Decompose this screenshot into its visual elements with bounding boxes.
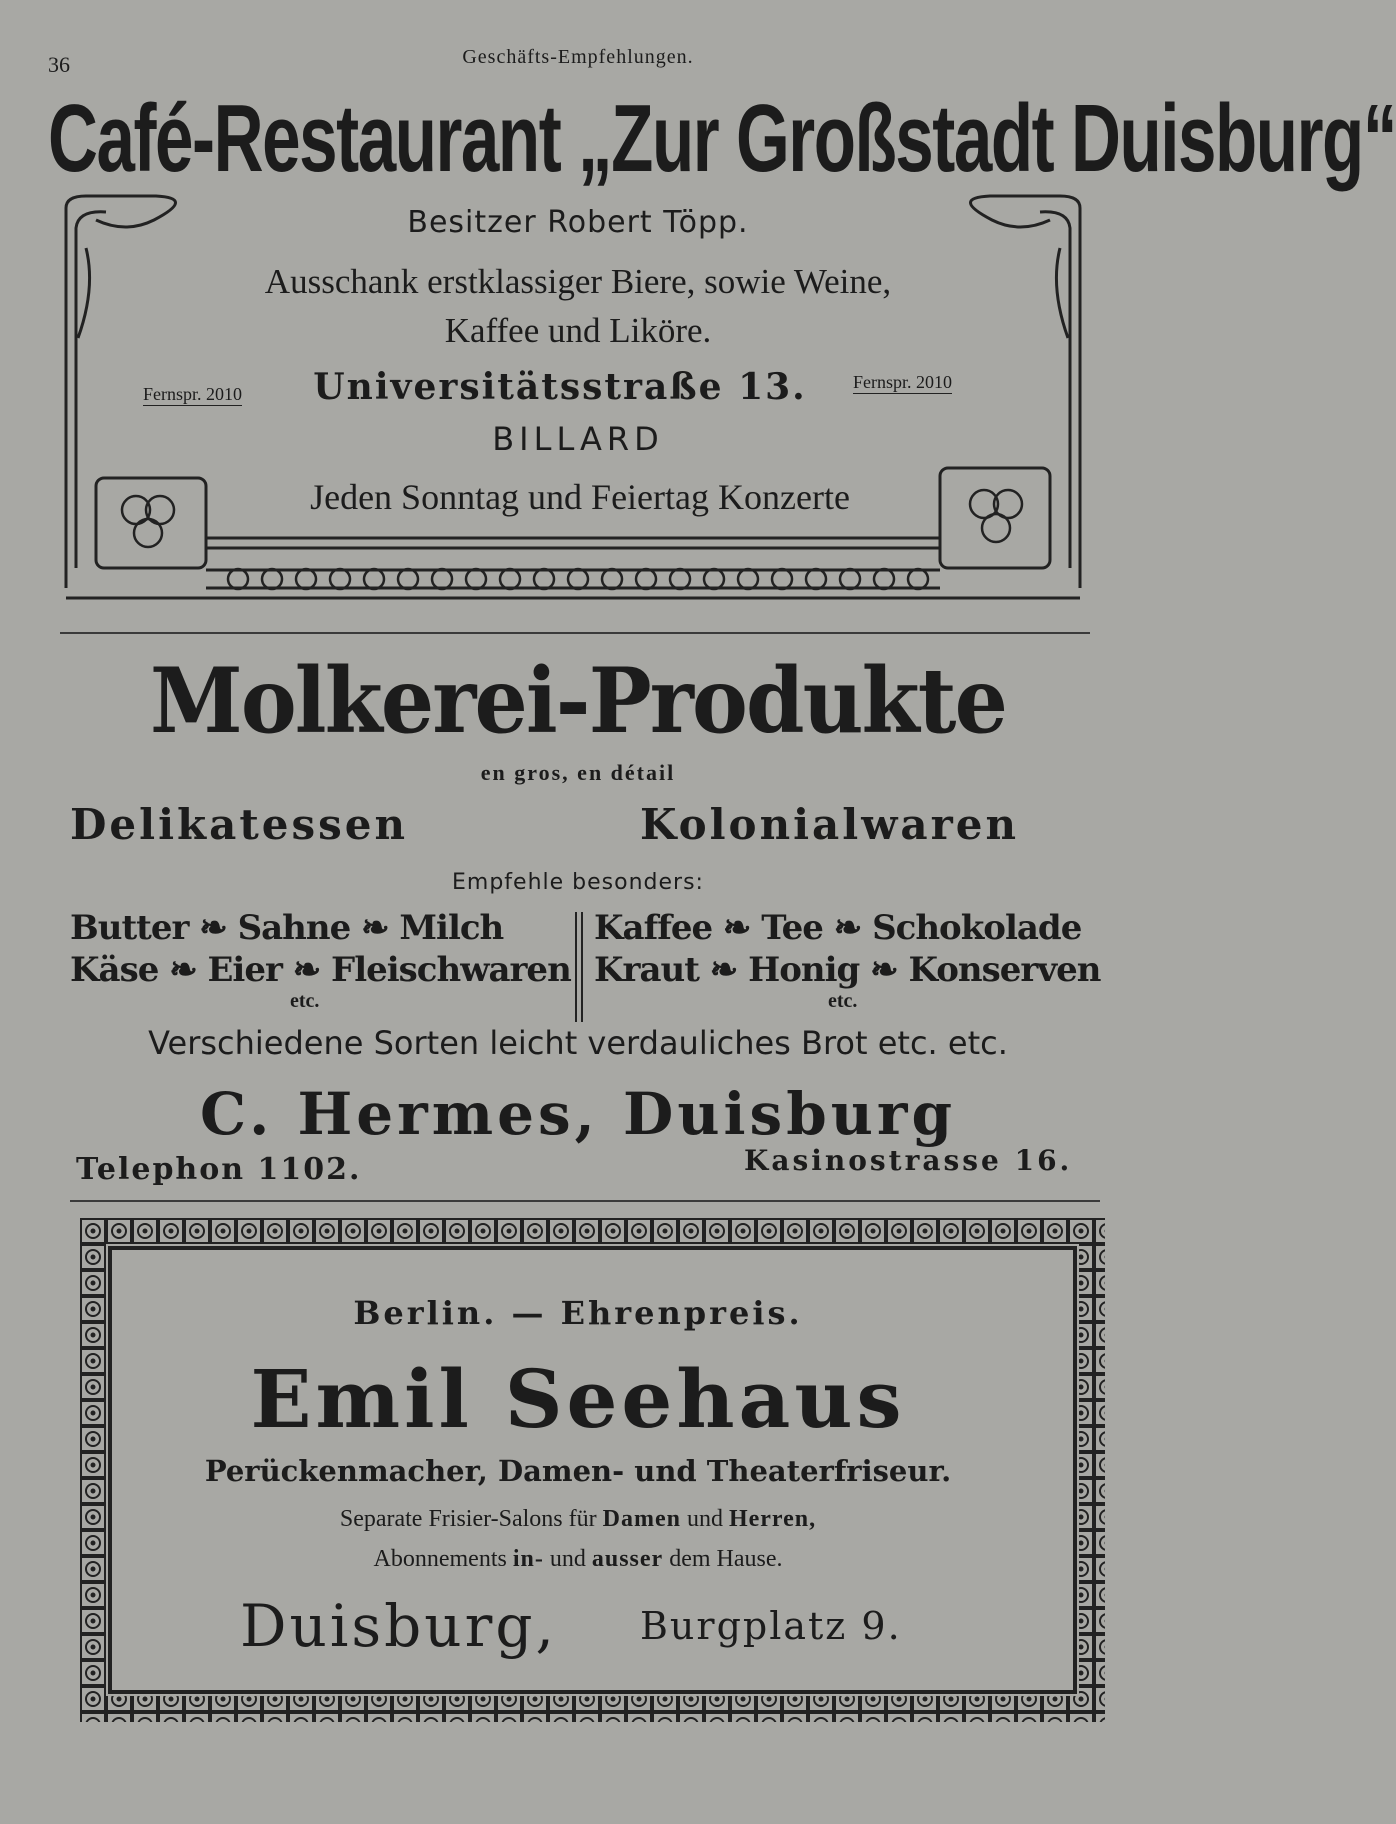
abon-post: dem Hause. [669,1546,783,1572]
etc-right: etc. [828,990,858,1012]
column-separator [575,912,577,1022]
divider-1 [60,632,1090,634]
products-right-1: Kaffee ❧ Tee ❧ Schokolade [594,908,1082,948]
telephone: Telephon 1102. [76,1152,362,1187]
city-name: Duisburg, [240,1592,557,1660]
products-right-2: Kraut ❧ Honig ❧ Konserven [594,950,1101,990]
abon-in: in- [512,1546,544,1572]
bread-line: Verschiedene Sorten leicht verdauliches Brot etc. etc. [148,1024,1008,1062]
salons-damen: Damen [602,1506,681,1532]
salons-und: und [686,1506,723,1532]
salons-herren: Herren, [728,1506,817,1532]
abon-und: und [549,1546,586,1572]
offer-line-2: Kaffee und Liköre. [444,311,712,350]
salons-text: Separate Frisier-Salons für [339,1506,597,1532]
billard-label: BILLARD [492,420,664,458]
etc-left: etc. [290,990,320,1012]
running-head: Geschäfts-Empfehlungen. [462,46,694,68]
abon-text: Abonnements [373,1546,507,1572]
divider-2 [70,1200,1100,1202]
salons-line [0,1506,1156,1533]
concerts-line: Jeden Sonntag und Feiertag Konzerte [310,477,850,517]
award-line: Berlin. — Ehrenpreis. [353,1294,803,1332]
cafe-restaurant-title: Café-Restaurant „Zur Großstadt Duisburg“ [48,85,1396,192]
owner-line: Besitzer Robert Töpp. [407,205,749,240]
abon-ausser: ausser [591,1546,664,1572]
molkerei-title: Molkerei-Produkte [150,648,1006,754]
products-left-2: Käse ❧ Eier ❧ Fleischwaren [70,950,571,990]
kolonialwaren-heading: Kolonialwaren [640,800,1019,849]
abonnements-line [0,1546,1156,1573]
recommend-line: Empfehle besonders: [452,870,704,895]
profession-line: Perückenmacher, Damen- und Theaterfriseur. [204,1454,952,1488]
products-left-1: Butter ❧ Sahne ❧ Milch [70,908,504,948]
seehaus-address: Burgplatz 9. [640,1604,902,1648]
phone-left: Fernspr. 2010 [143,384,242,404]
column-separator [581,912,583,1022]
gros-detail: en gros, en détail [480,760,676,785]
company-name: C. Hermes, Duisburg [199,1080,957,1148]
phone-right: Fernspr. 2010 [853,372,952,392]
delikatessen-heading: Delikatessen [70,800,409,849]
offer-line-1: Ausschank erstklassiger Biere, sowie Weine, [264,262,892,301]
cafe-address: Universitätsstraße 13. [313,366,807,408]
seehaus-name: Emil Seehaus [250,1352,906,1446]
page-number: 36 [48,52,70,77]
street-address: Kasinostrasse 16. [744,1144,1073,1177]
